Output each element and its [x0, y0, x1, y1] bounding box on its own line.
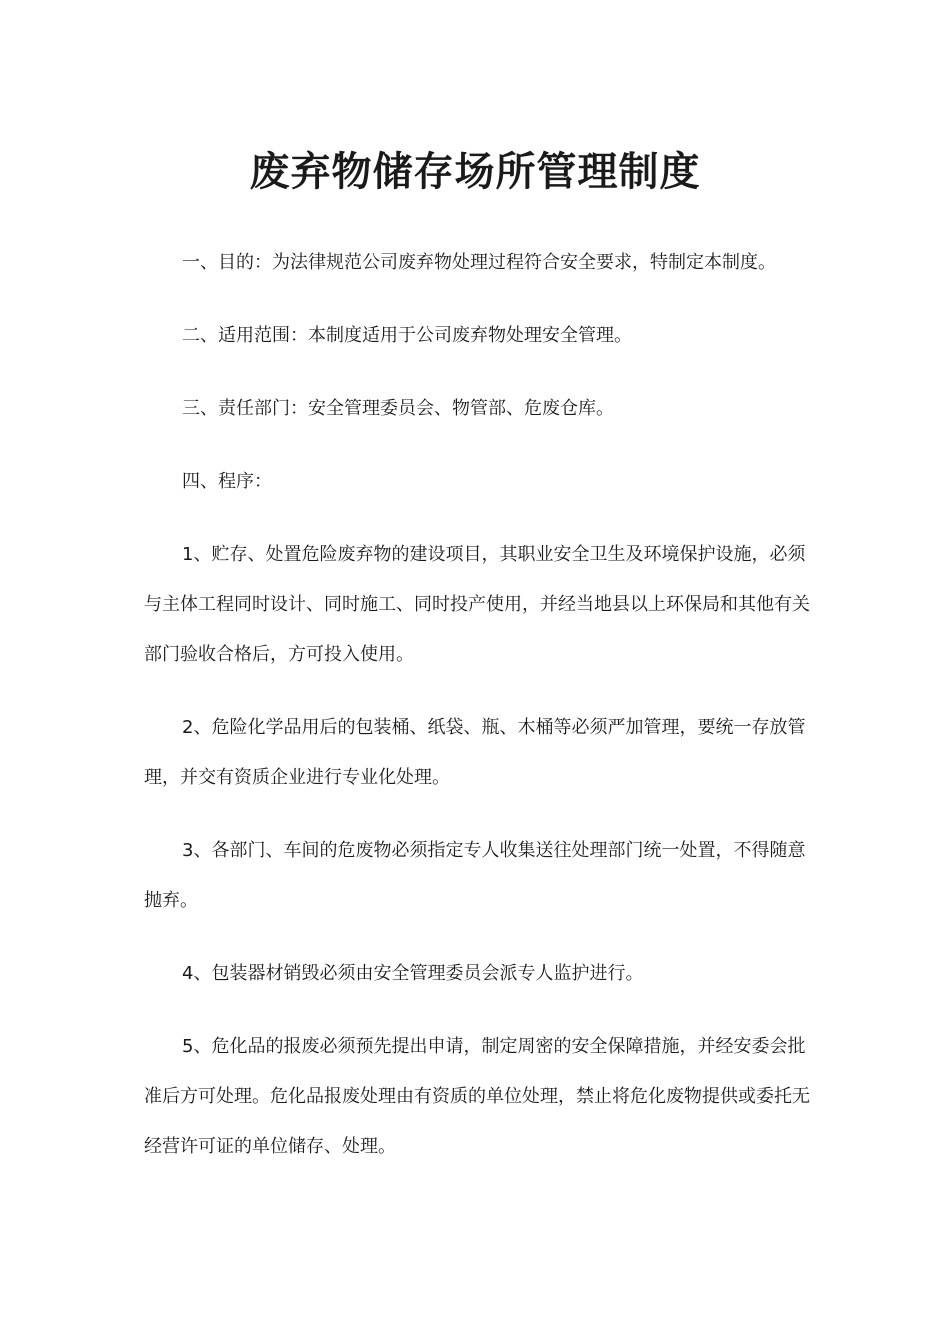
paragraph-gap — [144, 288, 812, 311]
paragraph-gap — [144, 999, 812, 1022]
paragraph-scope: 二、适用范围：本制度适用于公司废弃物处理安全管理。 — [182, 325, 632, 346]
paragraph-item-4: 4、包装器材销毁必须由安全管理委员会派专人监护进行。 — [182, 963, 644, 984]
paragraph-procedure-heading: 四、程序： — [182, 471, 272, 492]
paragraph-gap — [144, 803, 812, 826]
paragraph-gap — [144, 434, 812, 457]
document-body — [144, 238, 812, 1172]
paragraph-gap — [144, 507, 812, 530]
paragraph-gap — [144, 926, 812, 949]
paragraph-item-3: 3、各部门、车间的危废物必须指定专人收集送往处理部门统一处置，不得随意抛弃。 — [144, 840, 806, 911]
paragraph-gap — [144, 361, 812, 384]
document-title: 废弃物储存场所管理制度 — [249, 149, 701, 195]
paragraph-purpose: 一、目的：为法律规范公司废弃物处理过程符合安全要求，特制定本制度。 — [182, 252, 776, 273]
paragraph-item-2: 2、危险化学品用后的包装桶、纸袋、瓶、木桶等必须严加管理，要统一存放管理，并交有资质企业进行专业化处理。 — [144, 717, 806, 788]
paragraph-item-5: 5、危化品的报废必须预先提出申请，制定周密的安全保障措施，并经安委会批准后方可处理。危化品报废处理由有资质的单位处理，禁止将危化废物提供或委托无经营许可证的单位储存、处理。 — [144, 1036, 810, 1157]
paragraph-item-1: 1、贮存、处置危险废弃物的建设项目，其职业安全卫生及环境保护设施，必须与主体工程同时设计、同时施工、同时投产使用，并经当地县以上环保局和其他有关部门验收合格后，方可投入使用。 — [144, 544, 810, 665]
paragraph-gap — [144, 680, 812, 703]
paragraph-responsible-dept: 三、责任部门：安全管理委员会、物管部、危废仓库。 — [182, 398, 614, 419]
